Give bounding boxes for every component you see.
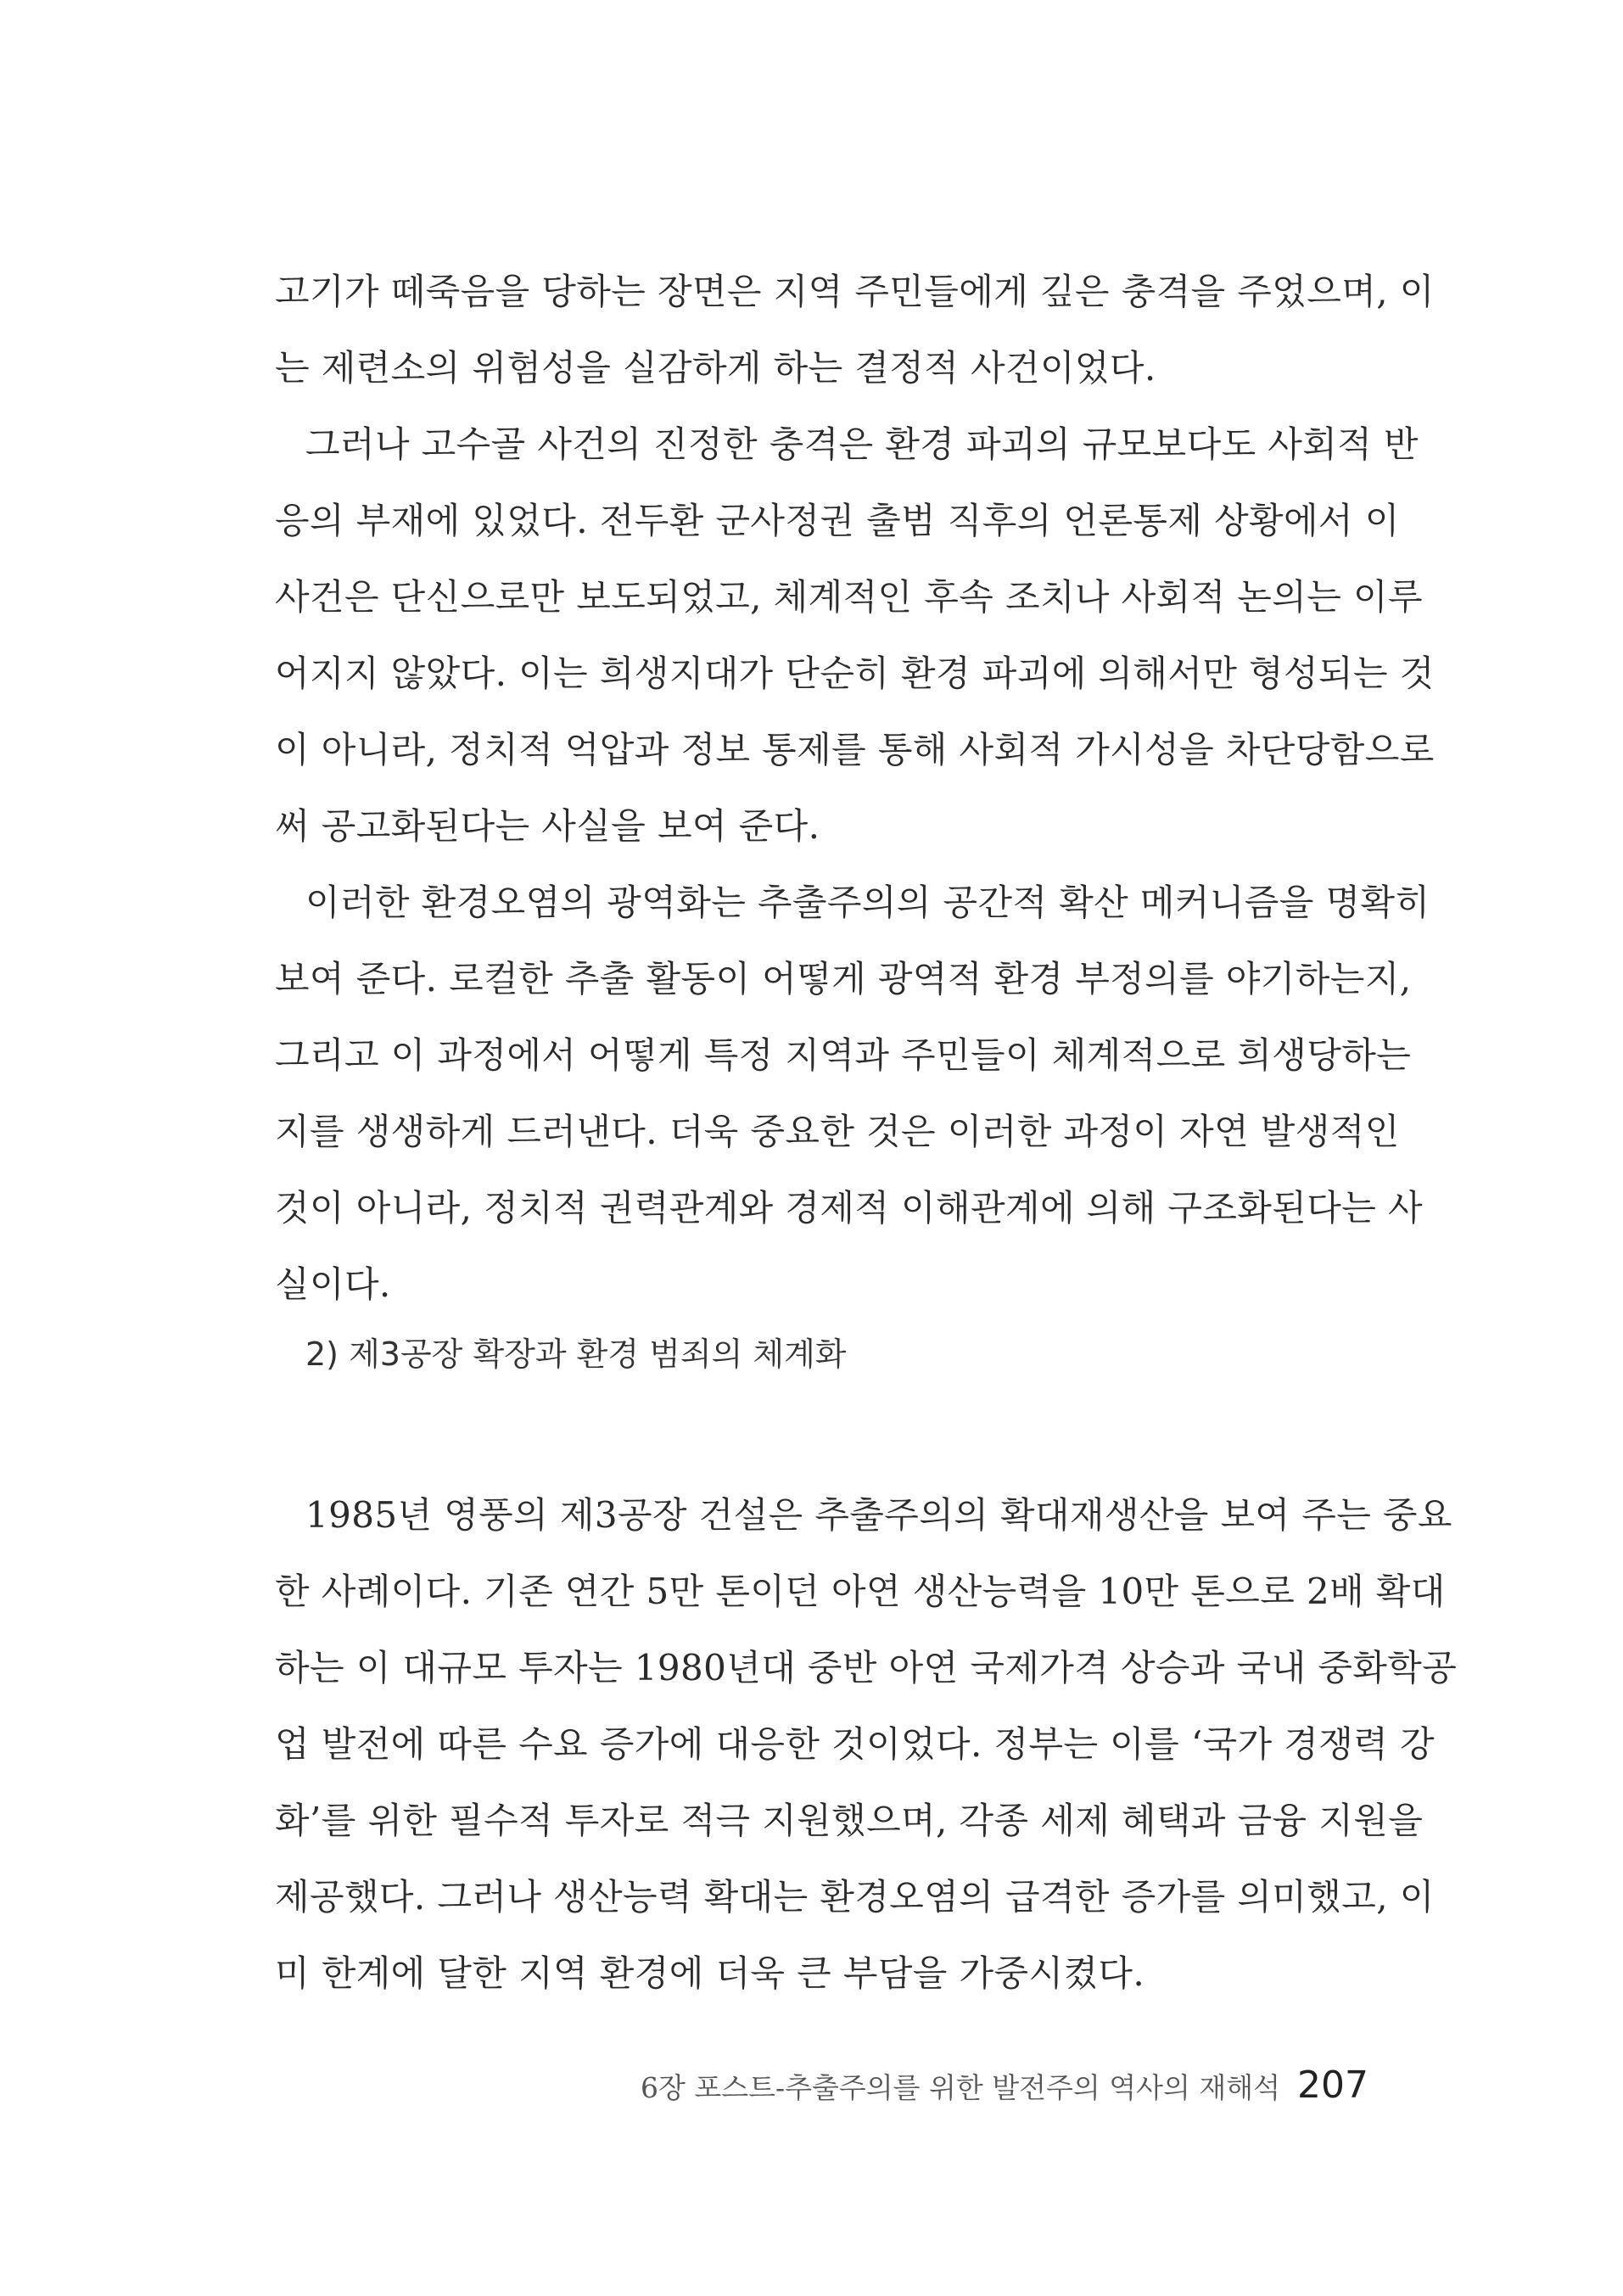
text-line: 는 제련소의 위험성을 실감하게 하는 결정적 사건이었다. <box>275 347 1156 389</box>
text-line: 미 한계에 달한 지역 환경에 더욱 큰 부담을 가중시켰다. <box>275 1952 1145 1994</box>
text-line: 그리고 이 과정에서 어떻게 특정 지역과 주민들이 체계적으로 희생당하는 <box>275 1034 1412 1076</box>
text-line: 이 아니라, 정치적 억압과 정보 통제를 통해 사회적 가시성을 차단당함으로 <box>275 729 1435 770</box>
page-footer <box>641 2064 1368 2107</box>
text-line: 이러한 환경오염의 광역화는 추출주의의 공간적 확산 메커니즘을 명확히 <box>305 882 1430 923</box>
page-number: 207 <box>1297 2064 1368 2107</box>
text-line: 한 사례이다. 기존 연간 5만 톤이던 아연 생산능력을 10만 톤으로 2배 확대 <box>275 1571 1446 1612</box>
text-line: 어지지 않았다. 이는 희생지대가 단순히 환경 파괴에 의해서만 형성되는 것 <box>275 652 1435 694</box>
text-line: 그러나 고수골 사건의 진정한 충격은 환경 파괴의 규모보다도 사회적 반 <box>305 423 1419 465</box>
text-line: 것이 아니라, 정치적 권력관계와 경제적 이해관계에 의해 구조화된다는 사 <box>275 1187 1423 1229</box>
text-line: 제공했다. 그러나 생산능력 확대는 환경오염의 급격한 증가를 의미했고, 이 <box>275 1876 1435 1918</box>
text-line: 고기가 떼죽음을 당하는 장면은 지역 주민들에게 깊은 충격을 주었으며, 이 <box>275 271 1435 312</box>
text-line: 지를 생생하게 드러낸다. 더욱 중요한 것은 이러한 과정이 자연 발생적인 <box>275 1111 1400 1152</box>
text-line: 보여 준다. 로컬한 추출 활동이 어떻게 광역적 환경 부정의를 야기하는지, <box>275 958 1412 1000</box>
text-line: 1985년 영풍의 제3공장 건설은 추출주의의 확대재생산을 보여 주는 중요 <box>305 1494 1452 1536</box>
running-head: 6장 포스트-추출주의를 위한 발전주의 역사의 재해석 <box>640 2071 1281 2104</box>
section-heading: 2) 제3공장 확장과 환경 범죄의 체계화 <box>305 1336 847 1373</box>
text-line: 써 공고화된다는 사실을 보여 준다. <box>275 805 820 847</box>
text-line: 응의 부재에 있었다. 전두환 군사정권 출범 직후의 언론통제 상황에서 이 <box>275 500 1400 541</box>
text-line: 실이다. <box>275 1263 391 1305</box>
text-line: 하는 이 대규모 투자는 1980년대 중반 아연 국제가격 상승과 국내 중화학공 <box>275 1647 1458 1688</box>
text-line: 업 발전에 따른 수요 증가에 대응한 것이었다. 정부는 이를 ‘국가 경쟁력 강 <box>275 1723 1435 1765</box>
text-line: 사건은 단신으로만 보도되었고, 체계적인 후속 조치나 사회적 논의는 이루 <box>275 576 1423 618</box>
text-line: 화’를 위한 필수적 투자로 적극 지원했으며, 각종 세제 혜택과 금융 지원을 <box>275 1800 1424 1841</box>
